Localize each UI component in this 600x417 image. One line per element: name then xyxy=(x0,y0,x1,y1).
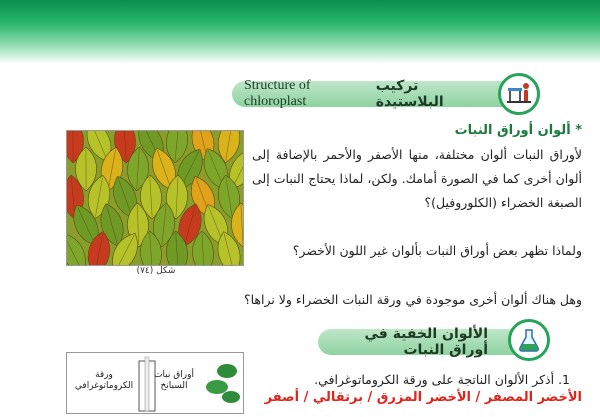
section2-title-arabic: الألوان الخفية في أوراق النبات xyxy=(330,326,488,358)
flask-icon xyxy=(508,319,550,361)
microscope-person-icon xyxy=(498,73,540,115)
paragraph-2: ولماذا تظهر بعض أوراق النبات بألوان غير اللون الأخضر؟ xyxy=(252,239,582,263)
answer-1: الأخضر المصفر / الأخضر المزرق / برتقالي / أصفر xyxy=(265,390,582,405)
section-title-arabic: تركيب البلاستيدة xyxy=(376,78,482,110)
question-1: 1. أذكر الألوان الناتجة على ورقة الكروماتوغرافي. xyxy=(314,372,570,387)
bullet-star: * xyxy=(575,123,582,138)
subheading xyxy=(455,123,582,138)
leaves-illustration xyxy=(67,131,243,265)
spinach-leaves-label: أوراق نبات السبانخ xyxy=(150,370,198,392)
section-title-english: Structure of chloroplast xyxy=(244,78,366,110)
chromatography-paper-label: ورقة الكروماتوغرافي xyxy=(74,370,134,392)
figure-caption: شكل (٧٤) xyxy=(126,266,186,276)
autumn-leaves-photo xyxy=(66,130,244,266)
paragraph-1: لأوراق النبات ألوان مختلفة، منها الأصفر والأحمر بالإضافة إلى ألوان أخرى كما في الصورة أمامك. ولكن، لماذا يحتاج النبات إلى الصبغة الخضراء (الكلوروفيل)؟ xyxy=(252,143,582,215)
header-band xyxy=(0,0,600,64)
section-title-bar xyxy=(232,81,540,107)
paragraph-3: وهل هناك ألوان أخرى موجودة في ورقة النبات الخضراء ولا نراها؟ xyxy=(162,288,582,312)
subheading-text: ألوان أوراق النبات xyxy=(455,123,571,138)
